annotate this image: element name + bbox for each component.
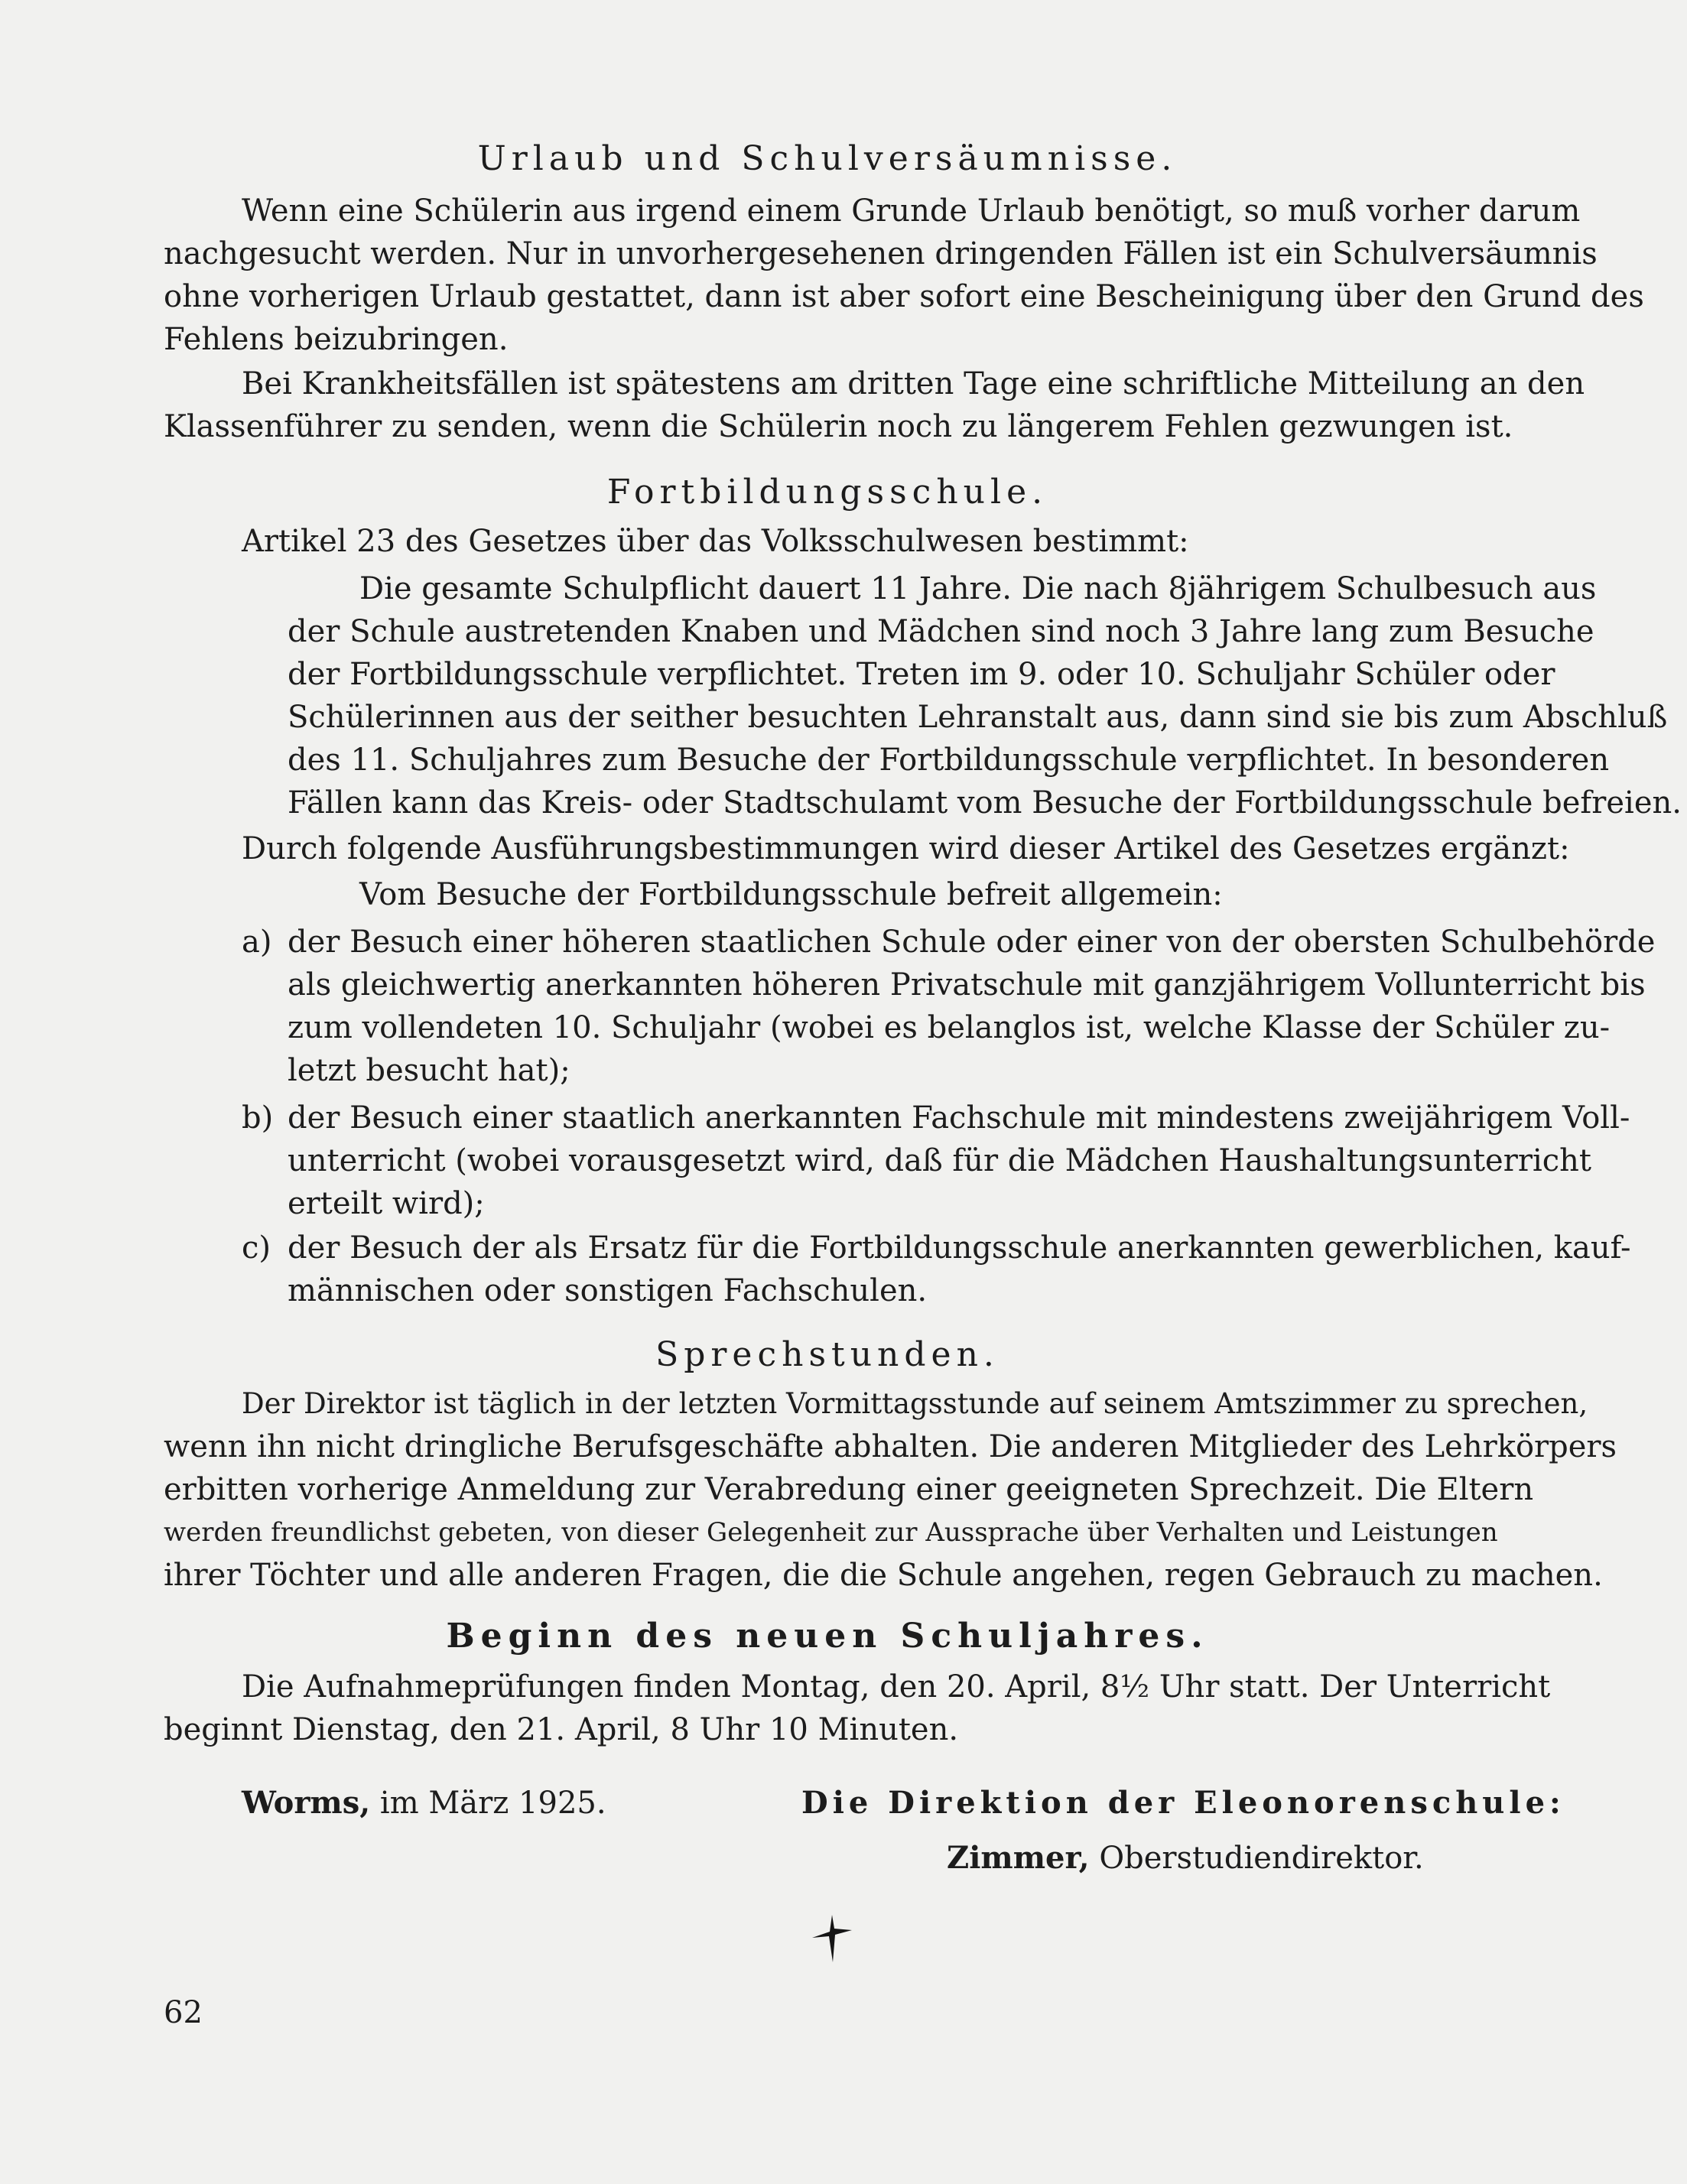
signature-person — [947, 1837, 1424, 1880]
sprech-line-1: Der Direktor ist täglich in der letzten Vormittagsstunde auf seinem Amtszimmer zu sprechen, — [242, 1387, 1588, 1420]
sprech-line-5: ihrer Töchter und alle anderen Fragen, die die Schule angehen, regen Gebrauch zu machen. — [164, 1558, 1603, 1593]
urlaub-line-4: Fehlens beizubringen. — [164, 322, 509, 357]
item-b-line-1: der Besuch einer staatlich anerkannten Fachschule mit mindestens zweijährigem Voll- — [288, 1100, 1630, 1136]
urlaub-line-6: Klassenführer zu senden, wenn die Schülerin noch zu längerem Fehlen gezwungen ist. — [164, 409, 1513, 444]
item-a-line-1: der Besuch einer höheren staatlichen Schule oder einer von der obersten Schulbehörde — [288, 925, 1656, 960]
item-a-line-2: als gleichwertig anerkannten höheren Privatschule mit ganzjährigem Vollunterricht bis — [288, 967, 1646, 1003]
beginn-line-1: Die Aufnahmeprüfungen finden Montag, den 20. April, 8½ Uhr statt. Der Unterricht — [242, 1669, 1551, 1705]
quote-line-1: Die gesamte Schulpflicht dauert 11 Jahre. Die nach 8jährigem Schulbesuch aus — [359, 571, 1597, 606]
signature-date: im März 1925. — [379, 1786, 606, 1821]
item-a-line-4: letzt besucht hat); — [288, 1053, 570, 1088]
sprech-line-4: werden freundlichst gebeten, von dieser Gelegenheit zur Aussprache über Verhalten und Leistungen — [164, 1517, 1498, 1548]
signature-name: Zimmer, — [947, 1840, 1090, 1876]
quote-line-6: Fällen kann das Kreis- oder Stadtschulamt vom Besuche der Fortbildungsschule befreien. — [288, 785, 1682, 821]
page-number: 62 — [164, 1995, 203, 2030]
signature-institution: Die Direktion der Eleonorenschule: — [801, 1785, 1565, 1821]
urlaub-line-2: nachgesucht werden. Nur in unvorhergesehenen dringenden Fällen ist ein Schulversäumnis — [164, 236, 1598, 271]
beginn-line-2: beginnt Dienstag, den 21. April, 8 Uhr 10 Minuten. — [164, 1712, 959, 1747]
item-marker-b: b) — [242, 1100, 274, 1136]
urlaub-line-3: ohne vorherigen Urlaub gestattet, dann ist aber sofort eine Bescheinigung über den Grund des — [164, 279, 1644, 314]
signature-place: Worms, — [242, 1785, 371, 1821]
item-marker-c: c) — [242, 1230, 271, 1266]
heading-beginn: Beginn des neuen Schuljahres. — [446, 1617, 1209, 1656]
urlaub-line-5: Bei Krankheitsfällen ist spätestens am dritten Tage eine schriftliche Mitteilung an den — [242, 366, 1585, 401]
signature-title: Oberstudiendirektor. — [1099, 1841, 1424, 1876]
signature-place-date — [242, 1782, 606, 1825]
item-b-line-3: erteilt wird); — [288, 1186, 485, 1221]
item-a-line-3: zum vollendeten 10. Schuljahr (wobei es belanglos ist, welche Klasse der Schüler zu- — [288, 1010, 1611, 1045]
fortbildung-intro: Artikel 23 des Gesetzes über das Volksschulwesen bestimmt: — [242, 524, 1189, 559]
sprech-line-3: erbitten vorherige Anmeldung zur Verabredung einer geeigneten Sprechzeit. Die Eltern — [164, 1472, 1534, 1507]
item-c-line-2: männischen oder sonstigen Fachschulen. — [288, 1273, 928, 1308]
exempt-intro: Vom Besuche der Fortbildungsschule befreit allgemein: — [359, 877, 1223, 912]
heading-fortbildungsschule: Fortbildungsschule. — [606, 473, 1048, 512]
fortbildung-supplement: Durch folgende Ausführungsbestimmungen wird dieser Artikel des Gesetzes ergänzt: — [242, 831, 1570, 866]
sprech-line-2: wenn ihn nicht dringliche Berufsgeschäfte abhalten. Die anderen Mitglieder des Lehrkörpers — [164, 1429, 1617, 1464]
item-c-line-1: der Besuch der als Ersatz für die Fortbildungsschule anerkannten gewerblichen, kauf- — [288, 1230, 1631, 1266]
quote-line-3: der Fortbildungsschule verpflichtet. Treten im 9. oder 10. Schuljahr Schüler oder — [288, 657, 1555, 692]
item-b-line-2: unterricht (wobei vorausgesetzt wird, daß für die Mädchen Haushaltungsunterricht — [288, 1143, 1591, 1178]
heading-urlaub: Urlaub und Schulversäumnisse. — [477, 139, 1178, 178]
urlaub-line-1: Wenn eine Schülerin aus irgend einem Grunde Urlaub benötigt, so muß vorher darum — [242, 193, 1581, 229]
item-marker-a: a) — [242, 925, 272, 960]
quote-line-4: Schülerinnen aus der seither besuchten Lehranstalt aus, dann sind sie bis zum Abschluß — [288, 700, 1668, 735]
heading-sprechstunden: Sprechstunden. — [655, 1335, 1000, 1374]
quote-line-2: der Schule austretenden Knaben und Mädchen sind noch 3 Jahre lang zum Besuche — [288, 614, 1594, 649]
quote-line-5: des 11. Schuljahres zum Besuche der Fortbildungsschule verpflichtet. In besonderen — [288, 743, 1610, 778]
cross-ornament-icon — [809, 1912, 855, 1965]
